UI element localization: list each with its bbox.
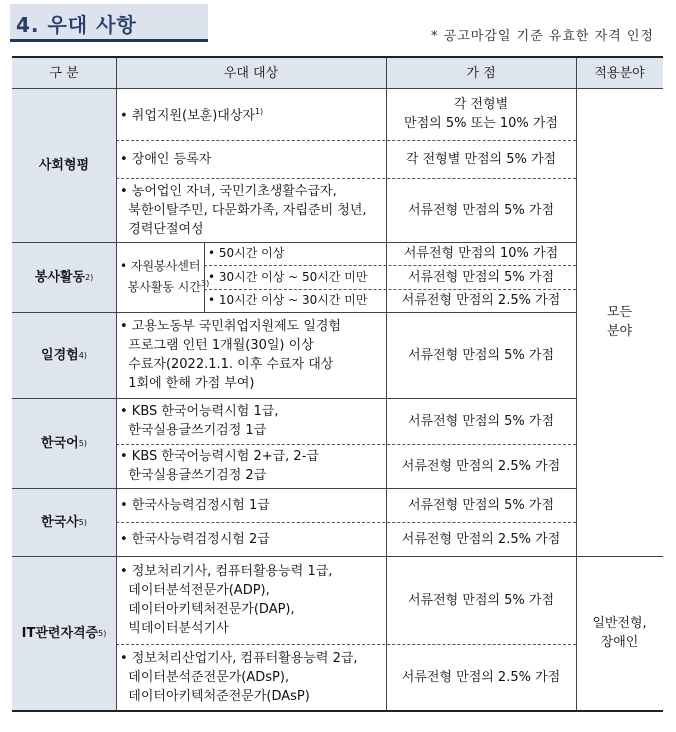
target-line: 한국실용글쓰기검정 2급	[120, 468, 267, 483]
target-row	[116, 398, 386, 444]
grid-line-dashed	[116, 644, 576, 645]
grid-line-dashed	[116, 140, 576, 141]
section-title-box	[10, 4, 208, 42]
target-row	[116, 556, 386, 644]
points-row: 서류전형 만점의 2.5% 가점	[401, 458, 561, 474]
target-row: • 한국사능력검정시험 1급	[120, 497, 270, 513]
category-label: 일경험	[41, 347, 79, 363]
grid-line-dashed	[204, 265, 576, 266]
target-row: • 한국사능력검정시험 2급	[120, 531, 270, 547]
points-row: 서류전형 만점의 5% 가점	[407, 497, 555, 513]
points-row: 서류전형 만점의 2.5% 가점	[401, 293, 561, 308]
target-line: 수료자(2022.1.1. 이후 수료자 대상	[120, 357, 334, 372]
table-bottom-border	[12, 710, 663, 712]
target-text: • 장애인 등록자	[120, 151, 212, 167]
sub-label-line: • 자원봉사센터	[120, 259, 201, 273]
target-line: • 정보처리기사, 컴퓨터활용능력 1급,	[120, 564, 333, 579]
target-row	[116, 312, 386, 398]
header-category: 구 분	[12, 58, 116, 88]
points-row: 서류전형 만점의 2.5% 가점	[401, 531, 561, 547]
target-line: • 정보처리산업기사, 컴퓨터활용능력 2급,	[120, 650, 358, 666]
points-row	[386, 88, 576, 140]
category-volunteer	[12, 242, 116, 312]
target-line: 데이터분석전문가(ADP),	[120, 583, 270, 598]
category-label: IT관련자격증	[21, 625, 99, 641]
grid-line	[12, 88, 663, 89]
apply-text: 일반전형,	[592, 616, 647, 631]
grid-line-dashed	[116, 444, 576, 445]
target-row	[116, 444, 386, 488]
target-row	[116, 88, 386, 140]
target-line: 1회에 한해 가점 부여)	[120, 376, 255, 391]
points-row: 각 전형별 만점의 5% 가점	[405, 151, 557, 167]
target-row	[116, 140, 386, 178]
sub-label-line: 봉사활동 시간	[120, 280, 201, 294]
section-title: 4. 우대 사항	[16, 13, 137, 37]
grid-line	[386, 58, 387, 710]
header-points: 가 점	[386, 58, 576, 88]
points-row: 서류전형 만점의 2.5% 가점	[401, 669, 561, 685]
volunteer-sub-label	[116, 242, 210, 312]
header-apply: 적용분야	[576, 58, 663, 88]
target-line: 빅데이터분석기사	[120, 621, 229, 636]
target-line: 한국실용글쓰기검정 1급	[120, 423, 267, 438]
category-social-equity	[12, 88, 116, 242]
points-text: 각 전형별	[453, 97, 509, 112]
target-line: 프로그램 인턴 1개월(30일) 이상	[120, 338, 314, 353]
target-row	[116, 644, 386, 710]
category-work-experience	[12, 312, 116, 398]
footnote-mark: 5)	[78, 438, 87, 448]
section-note: * 공고마감일 기준 유효한 자격 인정	[431, 29, 654, 44]
points-text: 만점의 5% 또는 10% 가점	[404, 116, 558, 131]
target-line: 데이터아키텍처준전문가(DAsP)	[120, 688, 310, 704]
category-label: 사회형평	[38, 157, 90, 173]
apply-it-fields	[576, 556, 663, 710]
target-row	[116, 178, 386, 242]
target-text: • 취업지원(보훈)대상자	[120, 108, 255, 124]
points-row: 서류전형 만점의 5% 가점	[407, 592, 555, 608]
grid-line	[12, 242, 576, 243]
category-korean-history	[12, 488, 116, 556]
footnote-mark: 3)	[201, 279, 210, 288]
category-korean	[12, 398, 116, 488]
apply-text: 장애인	[600, 635, 639, 650]
grid-line	[12, 556, 663, 557]
grid-line-dashed	[116, 522, 576, 523]
target-row: • 10시간 이상 ~ 30시간 미만	[208, 293, 368, 307]
grid-line	[116, 58, 117, 710]
header-target: 우대 대상	[116, 58, 386, 88]
grid-line	[12, 312, 576, 313]
category-label: 봉사활동	[34, 269, 85, 285]
points-row: 서류전형 만점의 5% 가점	[407, 269, 555, 285]
grid-line	[204, 242, 205, 312]
points-row: 서류전형 만점의 10% 가점	[403, 246, 559, 261]
footnote-mark: 5)	[98, 628, 107, 638]
footnote-mark: 1)	[254, 107, 264, 117]
target-line: 데이터분석준전문가(ADsP),	[120, 669, 290, 685]
footnote-mark: 5)	[78, 517, 87, 527]
footnote-mark: 4)	[78, 350, 87, 360]
grid-line	[12, 398, 576, 399]
target-line: • KBS 한국어능력시험 1급,	[120, 404, 279, 419]
apply-text: 모든	[606, 305, 633, 320]
apply-all-fields	[576, 88, 663, 556]
points-row: 서류전형 만점의 5% 가점	[407, 202, 555, 218]
target-row: • 30시간 이상 ~ 50시간 미만	[208, 269, 368, 284]
category-label: 한국어	[41, 435, 79, 451]
target-line: • KBS 한국어능력시험 2+급, 2-급	[120, 449, 319, 464]
apply-text: 분야	[606, 324, 633, 339]
target-line: 북한이탈주민, 다문화가족, 자립준비 청년,	[120, 202, 367, 218]
footnote-mark: 2)	[85, 272, 94, 282]
target-row: • 50시간 이상	[208, 246, 285, 260]
points-row: 서류전형 만점의 5% 가점	[407, 413, 555, 429]
target-line: • 고용노동부 국민취업지원제도 일경험	[120, 319, 341, 334]
points-row: 서류전형 만점의 5% 가점	[407, 347, 555, 363]
category-label: 한국사	[41, 514, 79, 530]
target-line: 경력단절여성	[120, 221, 204, 237]
grid-line-dashed	[116, 178, 576, 179]
category-it-certificate	[12, 556, 116, 710]
grid-line	[12, 488, 576, 489]
target-line: • 농어업인 자녀, 국민기초생활수급자,	[120, 183, 337, 199]
grid-line-dashed	[204, 289, 576, 290]
target-line: 데이터아키텍처전문가(DAP),	[120, 602, 295, 617]
grid-line	[576, 58, 577, 710]
